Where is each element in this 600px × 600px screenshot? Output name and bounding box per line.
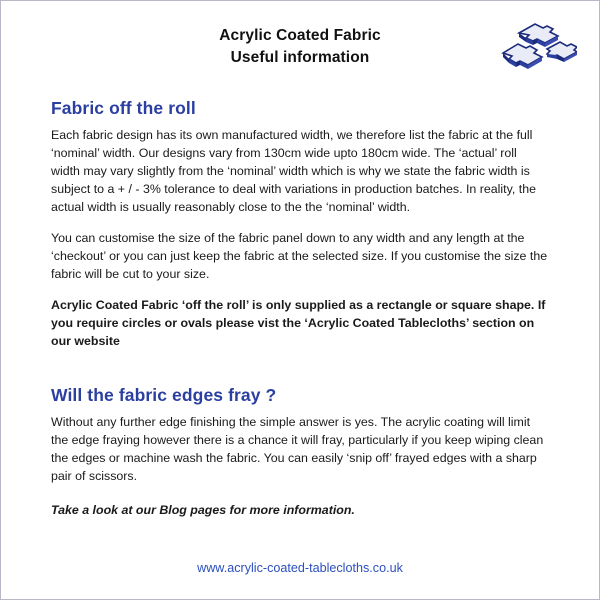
paragraph-blog-callout: Take a look at our Blog pages for more information. <box>51 502 355 517</box>
page-title-line-2: Useful information <box>230 49 370 67</box>
paragraph-fraying: Without any further edge finishing the simple answer is yes. The acrylic coating will limit the edge fraying however there is a chance it will fray, particularly if you keep wiping clean the edges or machine wash the fabric. You can easily ‘snip off’ frayed edges with a sharp pair of scissors. <box>51 414 544 483</box>
section-heading-fabric-off-the-roll: Fabric off the roll <box>51 97 196 118</box>
website-url-link[interactable]: www.acrylic-coated-tablecloths.co.uk <box>197 561 403 575</box>
document-body <box>1 70 599 520</box>
paragraph-nominal-width: Each fabric design has its own manufactured width, we therefore list the fabric at the full ‘nominal’ width. Our designs vary from 130cm wide upto 180cm wide. The ‘actual’ roll width may vary slightly from the ‘nominal’ width which is why we state the fabric width is subject to a + / - 3% tolerance to deal with variations in production batches. In reality, the actual width is usually reasonably close to the the ‘nominal’ width. <box>51 127 536 214</box>
document-header <box>1 1 599 70</box>
puzzle-pieces-logo <box>485 19 577 75</box>
document-footer <box>1 559 599 577</box>
paragraph-shape-notice: Acrylic Coated Fabric ‘off the roll’ is only supplied as a rectangle or square shape. If you require circles or ovals please vist the ‘Acrylic Coated Tablecloths’ section on our website <box>51 297 546 348</box>
section-heading-edges-fray: Will the fabric edges fray ? <box>51 384 277 405</box>
paragraph-customise-size: You can customise the size of the fabric panel down to any width and any length at the ‘checkout’ or you can just keep the fabric at the selected size. If you customise the size the fabric will be cut to your size. <box>51 230 548 281</box>
page-title-line-1: Acrylic Coated Fabric <box>219 27 381 44</box>
